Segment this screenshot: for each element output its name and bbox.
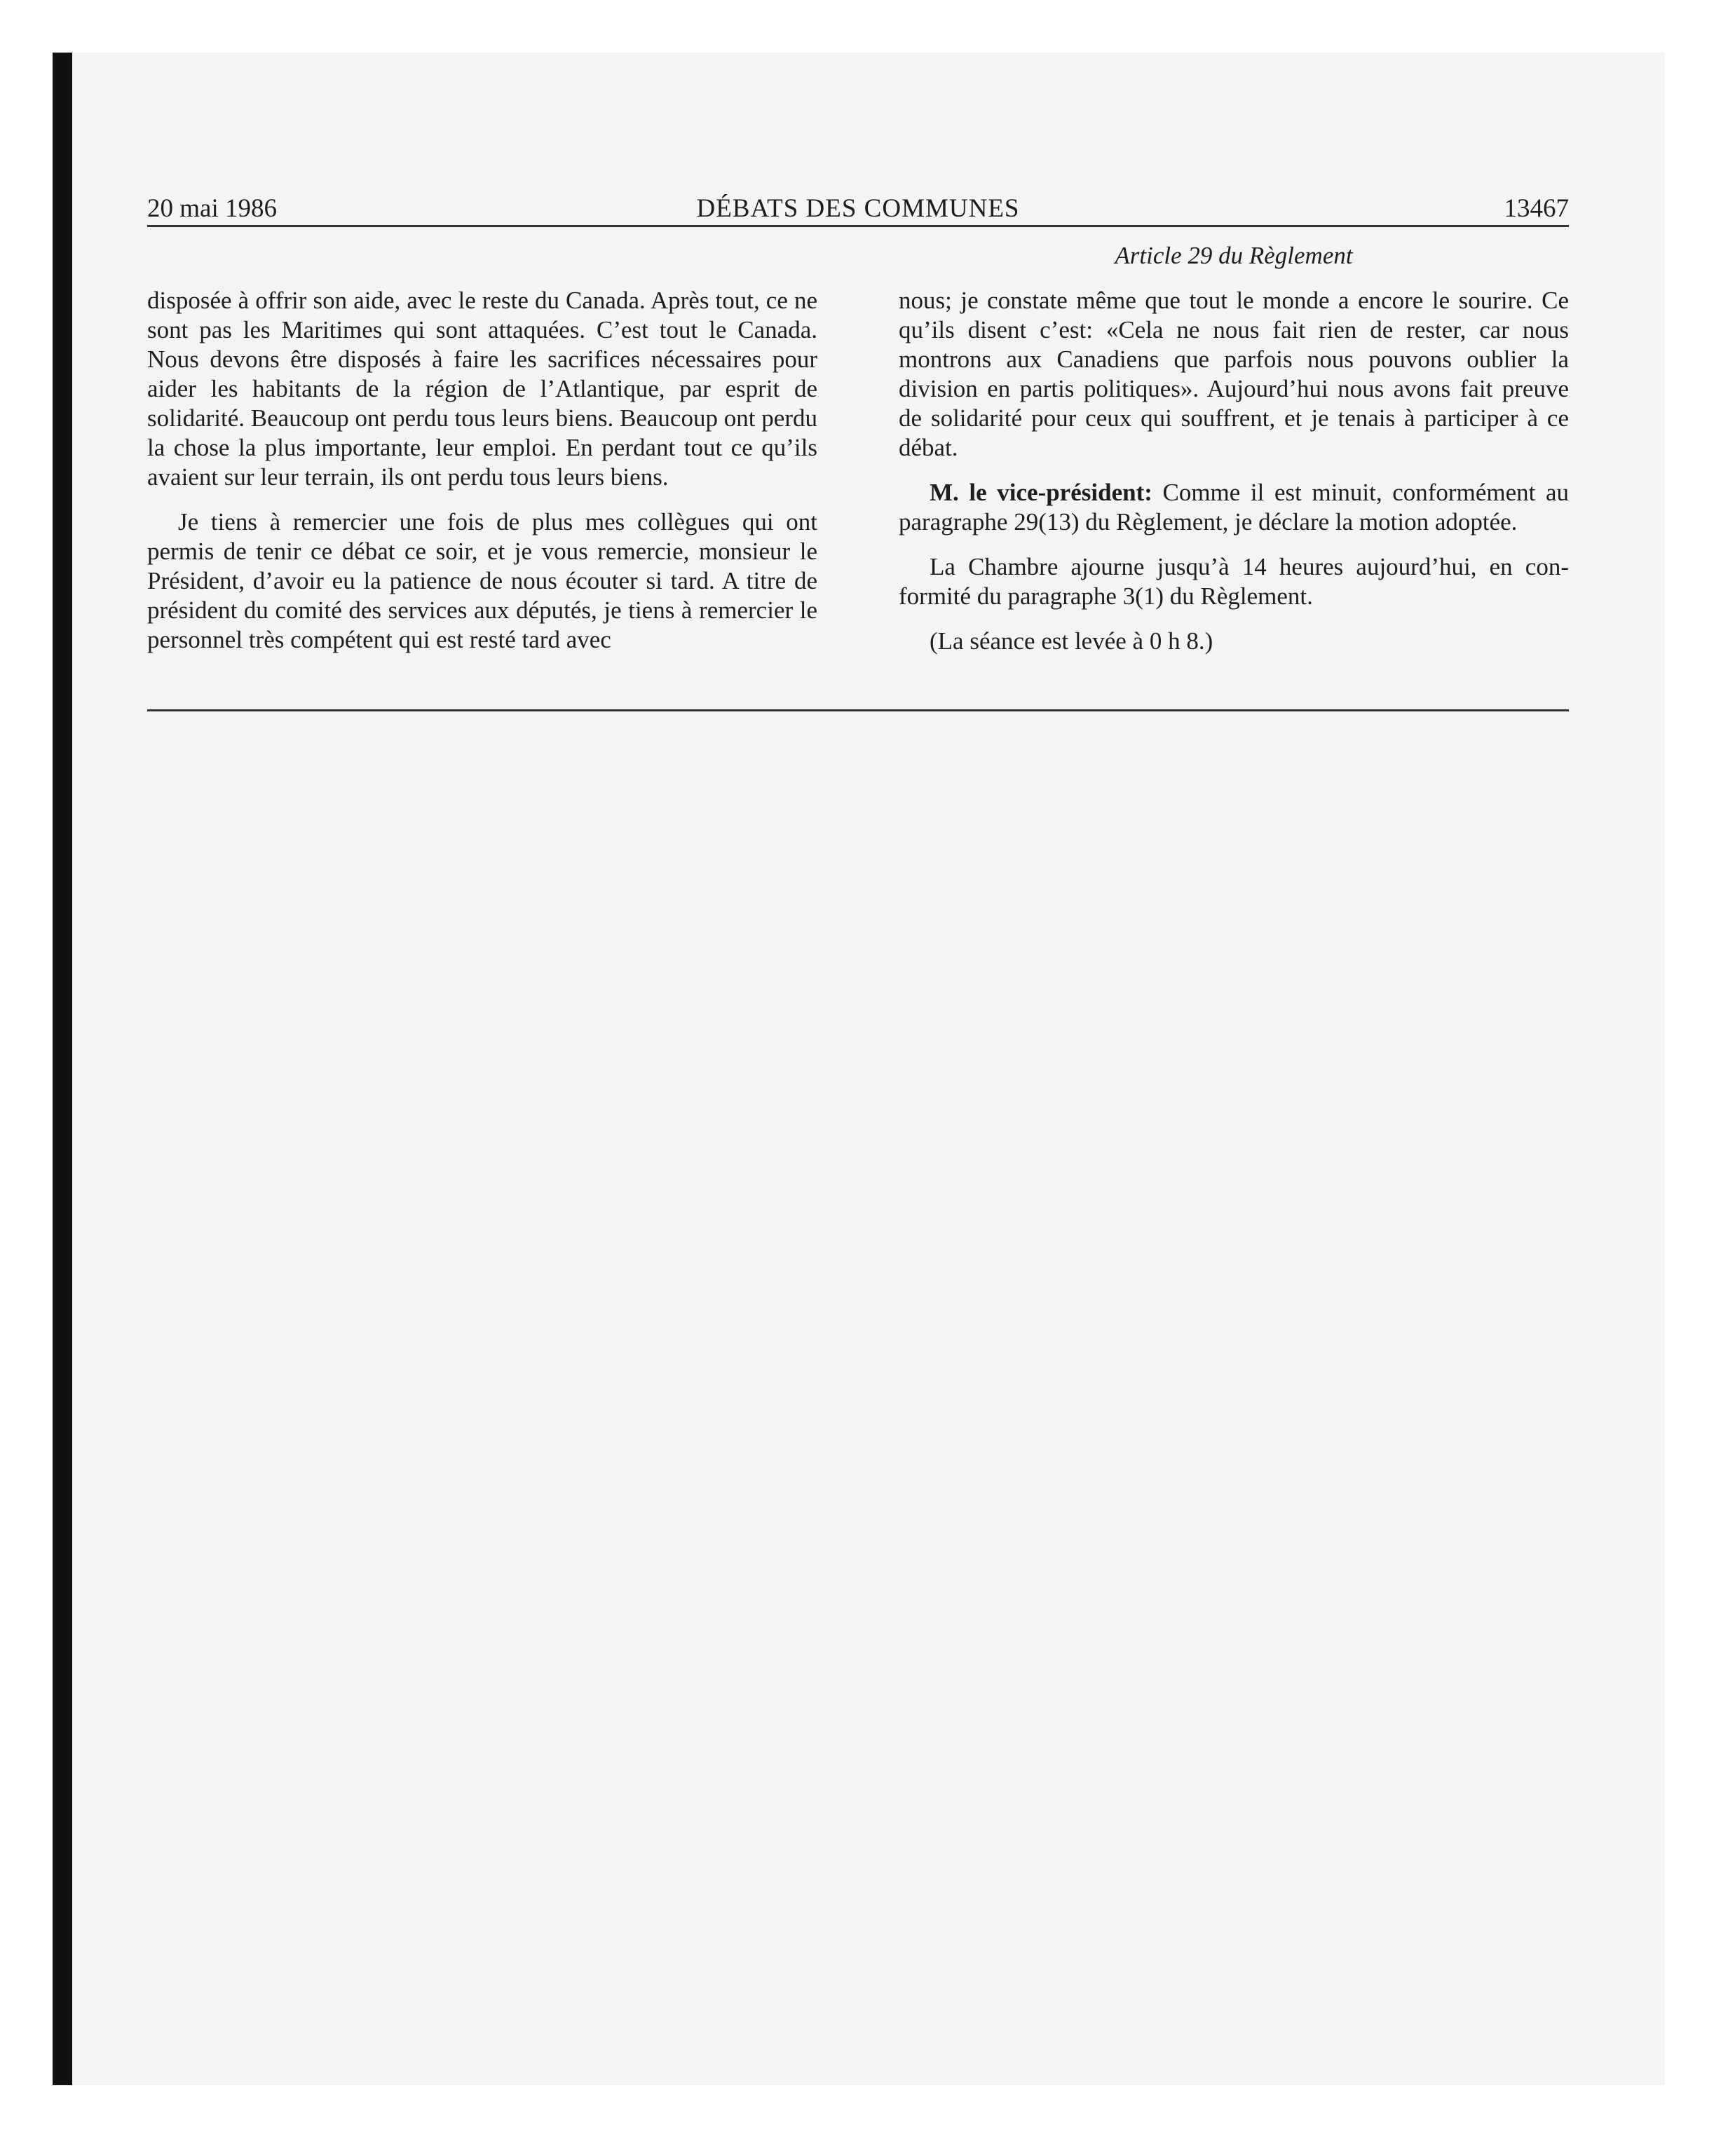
paragraph: disposée à offrir son aide, avec le reste du Canada. Après tout, ce ne sont pas les Maritimes qui sont attaquées. C’est tout le Canada. Nous devons être disposés à faire les sacrifices nécessaires pour aider les habitants de la région de l’Atlantique, par esprit de solidarité. Beaucoup ont perdu tous leurs biens. Beaucoup ont perdu la chose la plus importante, leur emploi. En perdant tout ce qu’ils avaient sur leur terrain, ils ont perdu tous leurs biens. (147, 287, 817, 491)
right-column (899, 286, 1569, 671)
speech-text: Comme il est minuit, conformément au paragraphe 29(13) du Règlement, je déclare la motion adoptée. (899, 479, 1569, 535)
running-header (147, 191, 1569, 227)
header-page-number: 13467 (1504, 194, 1569, 223)
header-publication-title: DÉBATS DES COMMUNES (696, 194, 1020, 223)
left-column (147, 286, 817, 670)
header-date: 20 mai 1986 (147, 194, 277, 223)
header-rule (147, 225, 1569, 227)
paragraph: Je tiens à remercier une fois de plus mes collègues qui ont permis de tenir ce débat ce soir, et je vous remercie, monsieur le Président, d’avoir eu la patience de nous écouter si tard. A titre de président du comité des services aux députés, je tiens à remercier le personnel très compétent qui est resté tard avec (147, 508, 817, 653)
closing-paragraph: (La séance est levée à 0 h 8.) (930, 627, 1213, 655)
bottom-rule (147, 709, 1569, 711)
paragraph: nous; je constate même que tout le monde a encore le sourire. Ce qu’ils disent c’est: «Cela ne nous fait rien de rester, car nous montrons aux Canadiens que parfois nous pouvons oublier la division en partis politiques». Aujourd’hui nous avons fait preuve de solidarité pour ceux qui souffrent, et je tenais à participer à ce débat. (899, 287, 1569, 461)
adjournment-paragraph: La Chambre ajourne jusqu’à 14 heures aujourd’hui, en conformité du paragraphe 3(1) du Règlement. (899, 553, 1569, 610)
section-heading: Article 29 du Règlement (1115, 242, 1353, 269)
speaker-paragraph (899, 478, 1569, 537)
speaker-name: M. le vice-président: (930, 479, 1152, 506)
